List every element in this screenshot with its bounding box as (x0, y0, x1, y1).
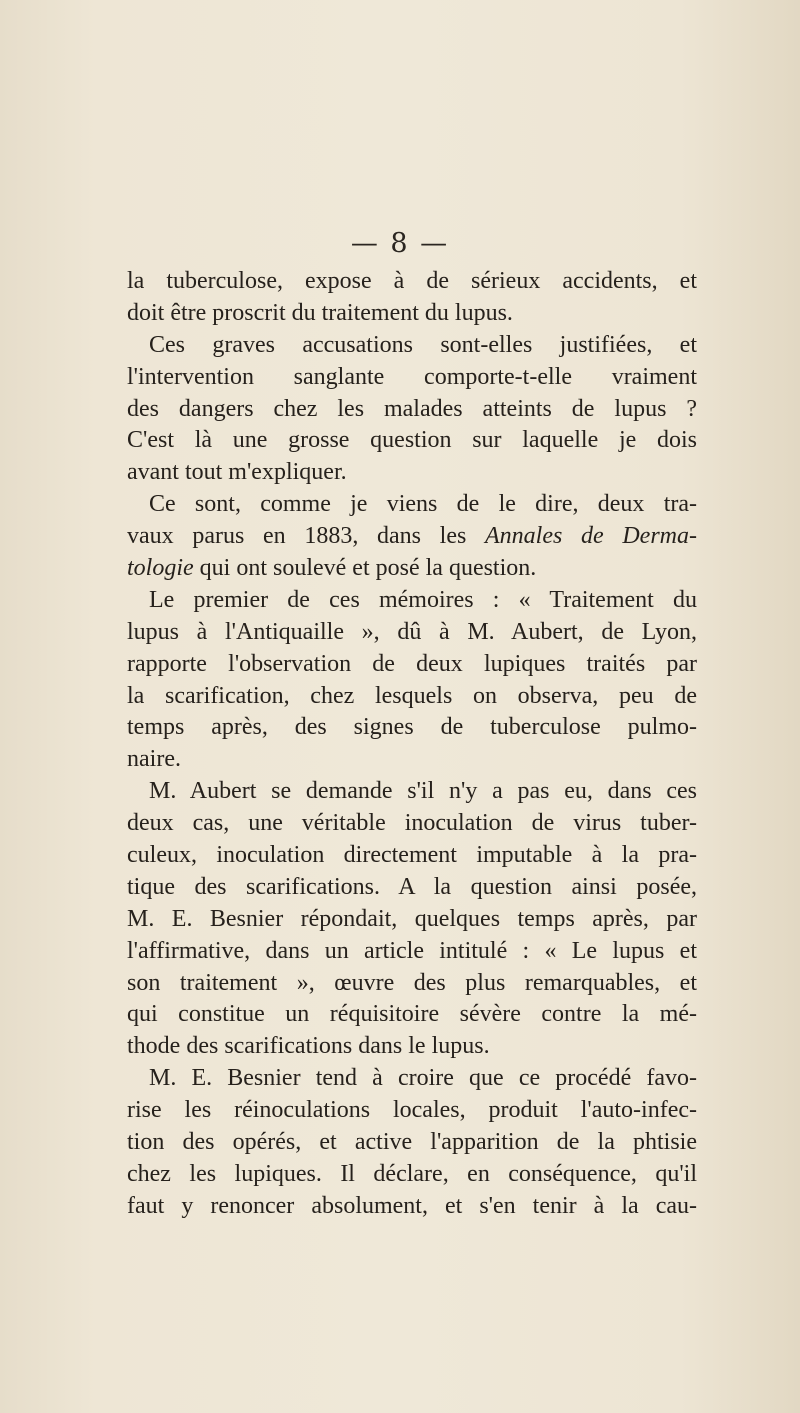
text-line: naire. (127, 746, 181, 773)
text-line: Ces graves accusations sont-elles justifiées, et (149, 331, 697, 358)
text-line: la scarification, chez lesquels on observa, peu de (127, 682, 697, 709)
text-line: Ce sont, comme je viens de le dire, deux tra- (149, 491, 697, 518)
text-line: avant tout m'expliquer. (127, 459, 347, 486)
text-segment: qui ont soulevé et posé la question. (193, 555, 537, 582)
text-line: M. Aubert se demande s'il n'y a pas eu, dans ces (149, 778, 697, 805)
text-line: l'affirmative, dans un article intitulé : « Le lupus et (127, 937, 697, 964)
text-line: tique des scarifications. A la question ainsi posée, (127, 873, 697, 900)
text-line: culeux, inoculation directement imputable à la pra- (127, 842, 697, 869)
text-line: la tuberculose, expose à de sérieux accidents, et (127, 268, 697, 294)
text-line: deux cas, une véritable inoculation de virus tuber- (127, 810, 697, 837)
text-line: rapporte l'observation de deux lupiques traités par (127, 650, 697, 677)
text-line: Le premier de ces mémoires : « Traitement du (149, 586, 697, 613)
text-line (127, 553, 697, 585)
text-line: rise les réinoculations locales, produit l'auto-infec- (127, 1097, 697, 1124)
text-line: M. E. Besnier répondait, quelques temps après, par (127, 905, 697, 932)
page-number: — 8 — (350, 228, 450, 259)
text-line: temps après, des signes de tuberculose pulmo- (127, 714, 697, 741)
text-line: doit être proscrit du traitement du lupus. (127, 299, 513, 326)
text-line: C'est là une grosse question sur laquelle je dois (127, 427, 697, 454)
journal-title-italic: Annales de Derma- (485, 523, 697, 550)
text-line: M. E. Besnier tend à croire que ce procédé favo- (149, 1065, 697, 1092)
journal-title-italic: tologie (127, 555, 194, 582)
text-line: l'intervention sanglante comporte-t-elle vraiment (127, 363, 697, 390)
text-line: chez les lupiques. Il déclare, en conséquence, qu'il (127, 1160, 697, 1187)
text-line: thode des scarifications dans le lupus. (127, 1033, 490, 1060)
text-segment: vaux parus en 1883, dans les (127, 523, 486, 550)
text-line: des dangers chez les malades atteints de lupus ? (127, 395, 697, 422)
text-line: faut y renoncer absolument, et s'en tenir à la cau- (127, 1192, 697, 1219)
text-line (127, 521, 697, 553)
body-text (127, 266, 697, 1223)
text-line: tion des opérés, et active l'apparition de la phtisie (127, 1129, 697, 1156)
text-line: qui constitue un réquisitoire sévère contre la mé- (127, 1001, 697, 1028)
text-line: son traitement », œuvre des plus remarquables, et (127, 969, 697, 996)
text-line: lupus à l'Antiquaille », dû à M. Aubert, de Lyon, (127, 618, 697, 645)
